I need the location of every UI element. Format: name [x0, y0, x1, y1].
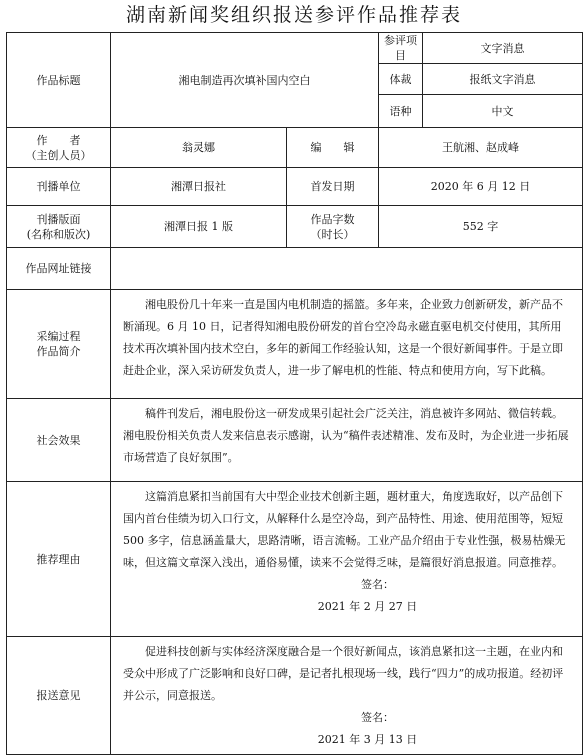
word-count-label [287, 206, 379, 248]
edition-label-line1: 刊播版面 [36, 212, 81, 226]
word-count-value: 552 字 [379, 206, 583, 248]
recommendation-form [6, 32, 583, 755]
effect-label: 社会效果 [7, 399, 111, 482]
word-count-label-line1: 作品字数 [310, 212, 355, 226]
editor-value: 王航湘、赵成峰 [379, 128, 583, 168]
author-label-line2: （主创人员） [25, 148, 92, 162]
process-label [7, 290, 111, 399]
author-label-line1: 作 者 [36, 133, 81, 147]
effect-text-cell [111, 399, 583, 482]
effect-text: 稿件刊发后，湘电股份这一研发成果引起社会广泛关注，消息被许多网站、微信转载。湘电股份相关负责人发来信息表示感谢，认为“稿件表述精准、发布及时，为企业进一步拓展市场营造了良好氛围”。 [123, 407, 569, 464]
opinion-text-cell [111, 637, 583, 755]
process-label-line1: 采编过程 [36, 330, 81, 343]
web-link-label: 作品网址链接 [7, 248, 111, 290]
author-value: 翁灵娜 [111, 128, 287, 168]
opinion-label: 报送意见 [7, 637, 111, 755]
language-value: 中文 [423, 95, 583, 128]
opinion-signature: 签名： [361, 711, 394, 724]
first-date-value: 2020 年 6 月 12 日 [379, 168, 583, 206]
editor-label: 编 辑 [287, 128, 379, 168]
process-text: 湘电股份几十年来一直是国内电机制造的摇篮。多年来，企业致力创新研发，新产品不断涌现。6 月 10 日，记者得知湘电股份研发的首台空冷岛永磁直驱电机交付使用，其所用技术再次填补国内技术空白，多年的新闻工作经验认知，这是一个很好新闻事件。于是立即赶赴企业，深入采访研发负责人，进一步了解电机的性能、特点和使用方向，写下此稿。 [123, 298, 563, 377]
author-label [7, 128, 111, 168]
reason-text-cell [111, 482, 583, 637]
language-label: 语种 [379, 95, 423, 128]
edition-label [7, 206, 111, 248]
first-date-label: 首发日期 [287, 168, 379, 206]
category-value: 文字消息 [423, 33, 583, 64]
genre-label: 体裁 [379, 64, 423, 95]
publisher-value: 湘潭日报社 [111, 168, 287, 206]
process-text-cell [111, 290, 583, 399]
word-count-label-line2: （时长） [310, 227, 355, 241]
reason-signature: 签名： [361, 578, 394, 591]
reason-text: 这篇消息紧扣当前国有大中型企业技术创新主题，题材重大，角度选取好，以产品创下国内首台佳绩为切入口行文，从解释什么是空冷岛，到产品特性、用途、使用范围等，短短 500 多字，信息涵盖量大，思路清晰，语言流畅。工业产品介绍由于专业性强，极易枯燥无味，但这篇文章深入浅出，通俗易懂，读来不会觉得乏味，是篇很好消息报道。同意推荐。 [123, 490, 566, 569]
edition-value: 湘潭日报 1 版 [111, 206, 287, 248]
work-title-label: 作品标题 [7, 33, 111, 128]
edition-label-line2: (名称和版次) [26, 227, 91, 241]
reason-label: 推荐理由 [7, 482, 111, 637]
process-label-line2: 作品简介 [36, 345, 81, 358]
publisher-label: 刊播单位 [7, 168, 111, 206]
opinion-text: 促进科技创新与实体经济深度融合是一个很好新闻点，该消息紧扣这一主题，在业内和受众中形成了广泛影响和良好口碑，是记者扎根现场一线，践行“四力”的成功报道。经初评并公示，同意报送。 [123, 645, 564, 702]
reason-date: 2021 年 2 月 27 日 [317, 600, 418, 613]
category-label: 参评项目 [379, 33, 423, 64]
form-title: 湖南新闻奖组织报送参评作品推荐表 [125, 4, 462, 26]
work-title-value: 湘电制造再次填补国内空白 [111, 33, 379, 128]
genre-value: 报纸文字消息 [423, 64, 583, 95]
web-link-value [111, 248, 583, 290]
opinion-date: 2021 年 3 月 13 日 [317, 733, 418, 746]
